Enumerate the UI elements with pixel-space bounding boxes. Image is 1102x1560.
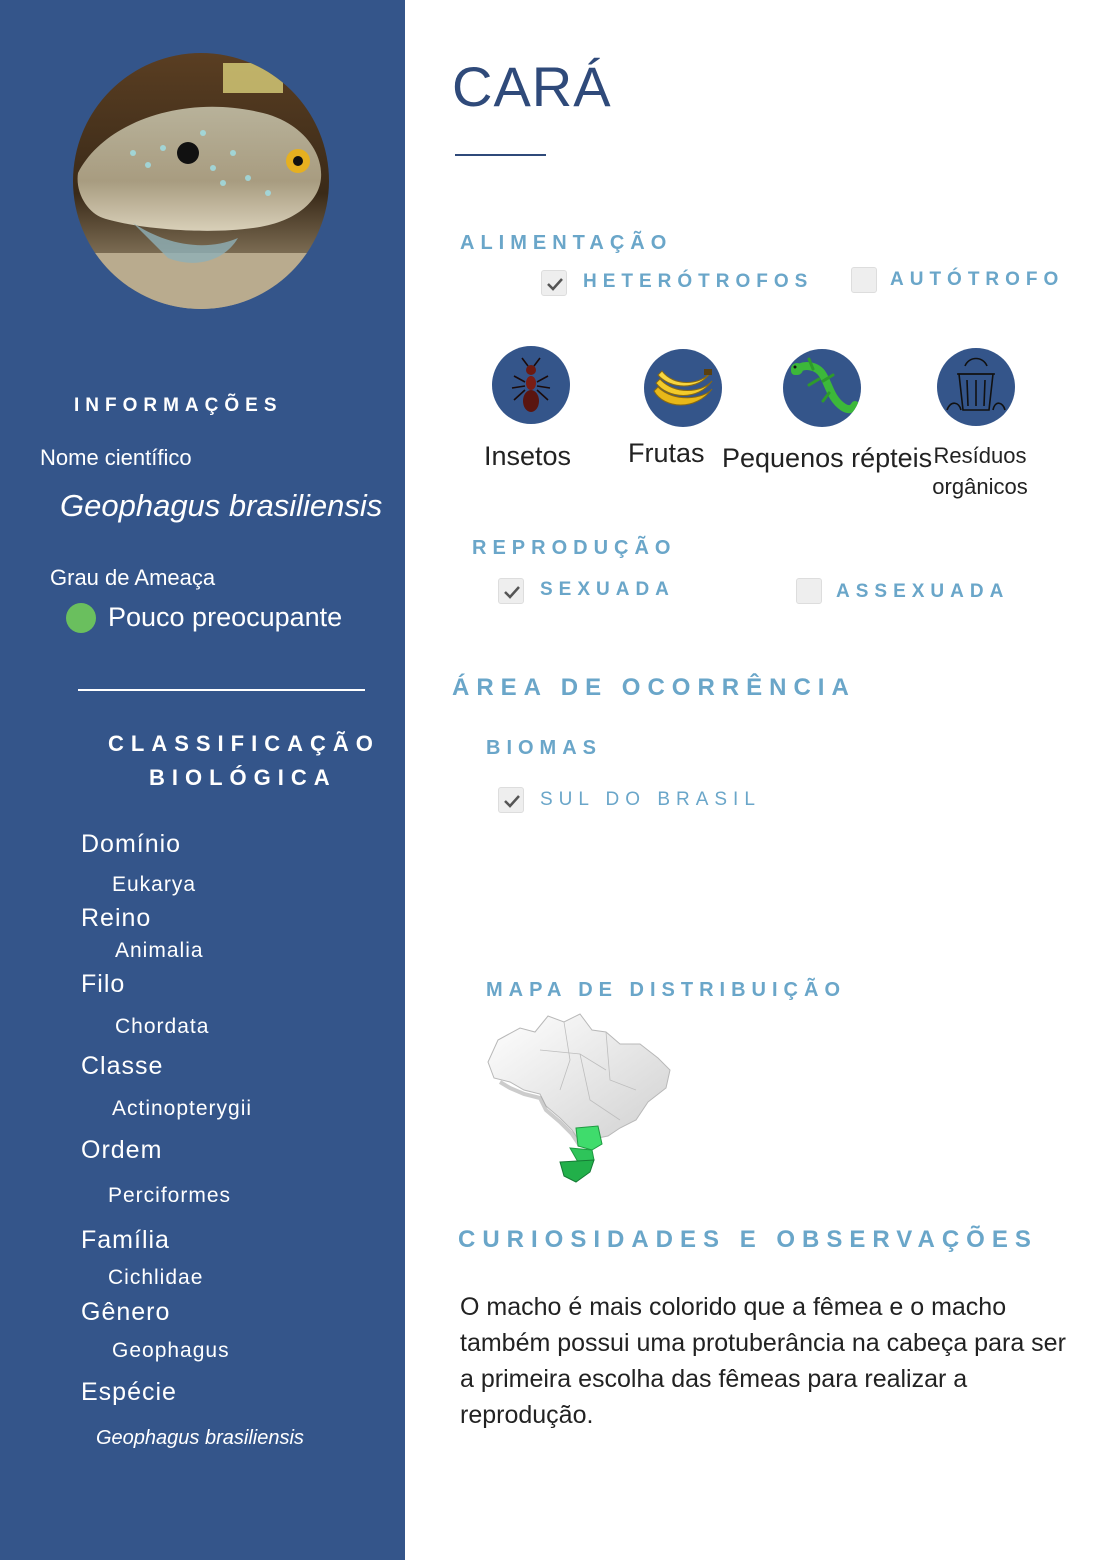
food-label: Insetos xyxy=(484,441,572,471)
food-label: Pequenos répteis xyxy=(722,443,933,473)
notes-text: O macho é mais colorido que a fêmea e o macho também possui uma protuberância na cabeça para ser a primeira escolha das fêmeas para realizar a reprodução. xyxy=(460,1293,1066,1429)
rank-label: Reino xyxy=(81,904,152,932)
title-underline xyxy=(455,154,546,156)
threat-value: Pouco preocupante xyxy=(108,602,343,632)
rank-value: Geophagus brasiliensis xyxy=(96,1427,304,1449)
lizard-icon xyxy=(783,349,861,427)
rank-label: Domínio xyxy=(81,830,182,858)
rank-label: Classe xyxy=(81,1052,164,1080)
banana-icon xyxy=(644,349,722,427)
sexual-label: SEXUADA xyxy=(540,579,675,600)
asexual-label: ASSEXUADA xyxy=(836,581,1010,602)
ant-icon xyxy=(492,346,570,424)
rank-value: Animalia xyxy=(115,939,204,962)
occurrence-heading: ÁREA DE OCORRÊNCIA xyxy=(452,674,856,701)
reproduction-heading: REPRODUÇÃO xyxy=(472,537,677,559)
biome-label: SUL DO BRASIL xyxy=(540,789,761,810)
rank-value: Cichlidae xyxy=(108,1266,204,1289)
rank-label: Gênero xyxy=(81,1298,171,1326)
rank-label: Espécie xyxy=(81,1378,177,1406)
rank-value: Chordata xyxy=(115,1015,210,1038)
sidebar xyxy=(0,0,405,1560)
heterotroph-checkbox[interactable] xyxy=(541,270,567,296)
scientific-name: Geophagus brasiliensis xyxy=(60,488,383,523)
rank-label: Ordem xyxy=(81,1136,163,1164)
food-label: Resíduos orgânicos xyxy=(932,443,1028,499)
page-title: CARÁ xyxy=(452,55,612,118)
rank-value: Eukarya xyxy=(112,873,197,896)
classification-heading-line2: BIOLÓGICA xyxy=(149,765,337,790)
trash-bag-icon xyxy=(937,348,1015,426)
fish-photo xyxy=(73,53,329,309)
threat-status-dot xyxy=(66,603,96,633)
rank-value: Actinopterygii xyxy=(112,1097,253,1120)
notes-heading: CURIOSIDADES E OBSERVAÇÕES xyxy=(458,1226,1038,1253)
heterotroph-label: HETERÓTROFOS xyxy=(583,271,814,292)
biome-checkbox[interactable] xyxy=(498,787,524,813)
brazil-map xyxy=(480,1010,675,1185)
autotroph-label: AUTÓTROFO xyxy=(890,269,1065,290)
classification-heading: CLASSIFICAÇÃO xyxy=(108,731,380,756)
scientific-name-label: Nome científico xyxy=(40,445,192,470)
autotroph-checkbox[interactable] xyxy=(851,267,877,293)
rank-value: Geophagus xyxy=(112,1339,230,1362)
rank-value: Perciformes xyxy=(108,1184,232,1207)
biomes-heading: BIOMAS xyxy=(486,737,602,759)
food-label: Frutas xyxy=(628,438,705,468)
divider xyxy=(78,689,365,691)
map-heading: MAPA DE DISTRIBUIÇÃO xyxy=(486,979,846,1001)
asexual-checkbox[interactable] xyxy=(796,578,822,604)
rank-label: Família xyxy=(81,1226,170,1254)
threat-label: Grau de Ameaça xyxy=(50,565,216,590)
rank-label: Filo xyxy=(81,970,126,998)
sexual-checkbox[interactable] xyxy=(498,578,524,604)
info-heading: INFORMAÇÕES xyxy=(74,395,283,416)
feeding-heading: ALIMENTAÇÃO xyxy=(460,232,673,254)
